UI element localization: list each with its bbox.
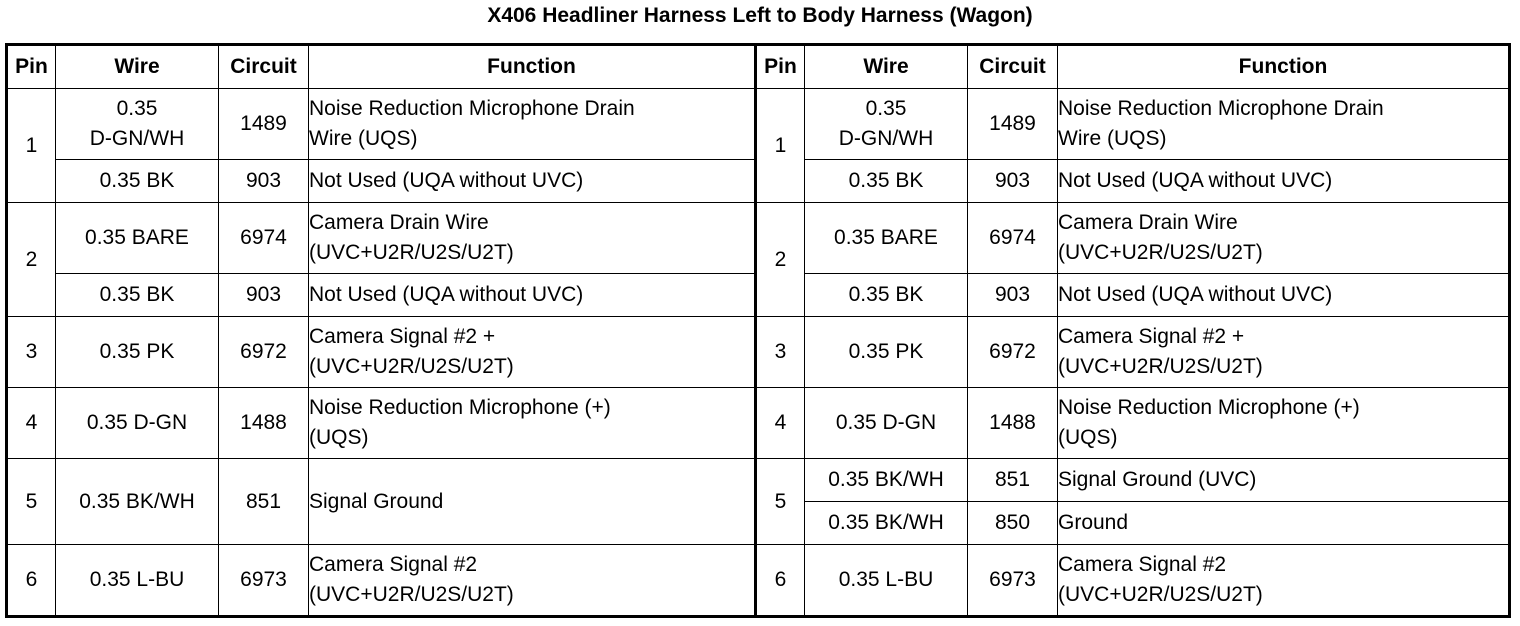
function-line: Noise Reduction Microphone (+) — [309, 396, 611, 419]
function-line: Noise Reduction Microphone Drain — [309, 97, 635, 120]
function-cell — [309, 89, 756, 160]
function-cell: Not Used (UQA without UVC) — [1058, 160, 1510, 203]
table-row — [7, 545, 1510, 617]
function-line: (UQS) — [309, 426, 369, 449]
pin-cell: 4 — [7, 388, 56, 459]
pin-cell: 3 — [756, 317, 805, 388]
function-line: Noise Reduction Microphone Drain — [1058, 97, 1384, 120]
function-cell: Not Used (UQA without UVC) — [1058, 274, 1510, 317]
circuit-cell: 6974 — [968, 203, 1058, 274]
header-wire: Wire — [805, 45, 968, 89]
table-row — [7, 89, 1510, 160]
pin-cell: 1 — [756, 89, 805, 203]
wire-cell: 0.35 BK/WH — [805, 502, 968, 545]
header-wire: Wire — [56, 45, 219, 89]
function-line: (UQS) — [1058, 426, 1118, 449]
header-circuit: Circuit — [219, 45, 309, 89]
circuit-cell: 851 — [968, 459, 1058, 502]
wire-cell: 0.35 BK — [56, 274, 219, 317]
page-title: X406 Headliner Harness Left to Body Harness (Wagon) — [487, 4, 1033, 27]
circuit-cell: 6973 — [219, 545, 309, 617]
function-cell — [309, 545, 756, 617]
function-cell — [1058, 89, 1510, 160]
circuit-cell: 6972 — [968, 317, 1058, 388]
circuit-cell: 850 — [968, 502, 1058, 545]
wire-cell: 0.35 PK — [805, 317, 968, 388]
header-pin: Pin — [7, 45, 56, 89]
pin-cell: 1 — [7, 89, 56, 203]
circuit-cell: 1488 — [219, 388, 309, 459]
wire-cell: 0.35 BK — [805, 274, 968, 317]
circuit-cell: 1489 — [968, 89, 1058, 160]
pin-cell: 6 — [756, 545, 805, 617]
header-function: Function — [309, 45, 756, 89]
table-row — [7, 388, 1510, 459]
function-cell — [1058, 388, 1510, 459]
table-row — [7, 459, 1510, 502]
circuit-cell: 903 — [219, 274, 309, 317]
function-cell: Not Used (UQA without UVC) — [309, 274, 756, 317]
function-line: Camera Signal #2 + — [1058, 325, 1245, 348]
function-cell — [1058, 317, 1510, 388]
pin-cell: 2 — [756, 203, 805, 317]
header-pin: Pin — [756, 45, 805, 89]
function-cell: Not Used (UQA without UVC) — [309, 160, 756, 203]
function-line: Camera Signal #2 — [309, 553, 478, 576]
function-line: Camera Drain Wire — [1058, 211, 1238, 234]
function-cell — [309, 388, 756, 459]
function-cell — [1058, 203, 1510, 274]
function-cell: Signal Ground (UVC) — [1058, 459, 1510, 502]
wire-cell: 0.35 D-GN — [56, 388, 219, 459]
wire-cell — [56, 89, 219, 160]
function-line: Camera Signal #2 — [1058, 553, 1227, 576]
function-line: (UVC+U2R/U2S/U2T) — [309, 583, 514, 606]
connector-table — [5, 43, 1511, 618]
circuit-cell: 6974 — [219, 203, 309, 274]
header-function: Function — [1058, 45, 1510, 89]
wire-cell: 0.35 D-GN — [805, 388, 968, 459]
function-line: (UVC+U2R/U2S/U2T) — [1058, 355, 1263, 378]
header-circuit: Circuit — [968, 45, 1058, 89]
wire-cell: 0.35 BK/WH — [805, 459, 968, 502]
wire-line: D-GN/WH — [838, 127, 934, 150]
function-line: (UVC+U2R/U2S/U2T) — [309, 241, 514, 264]
wire-line: D-GN/WH — [89, 127, 185, 150]
table-row — [7, 203, 1510, 274]
pin-cell: 2 — [7, 203, 56, 317]
wire-cell: 0.35 BARE — [56, 203, 219, 274]
function-line: Camera Drain Wire — [309, 211, 489, 234]
wire-line: 0.35 — [116, 97, 158, 120]
function-line: Wire (UQS) — [309, 127, 418, 150]
wire-cell: 0.35 BK — [56, 160, 219, 203]
wire-cell: 0.35 L-BU — [805, 545, 968, 617]
function-line: (UVC+U2R/U2S/U2T) — [1058, 583, 1263, 606]
header-row — [7, 45, 1510, 89]
function-cell — [309, 317, 756, 388]
wire-cell — [805, 89, 968, 160]
circuit-cell: 903 — [968, 274, 1058, 317]
pin-cell: 5 — [756, 459, 805, 545]
pin-cell: 6 — [7, 545, 56, 617]
circuit-cell: 903 — [968, 160, 1058, 203]
wire-line: 0.35 — [865, 97, 907, 120]
circuit-cell: 851 — [219, 459, 309, 545]
pin-cell: 3 — [7, 317, 56, 388]
wire-cell: 0.35 L-BU — [56, 545, 219, 617]
wire-cell: 0.35 PK — [56, 317, 219, 388]
wire-cell: 0.35 BK/WH — [56, 459, 219, 545]
wire-cell: 0.35 BK — [805, 160, 968, 203]
pin-cell: 4 — [756, 388, 805, 459]
table-row — [7, 317, 1510, 388]
function-line: (UVC+U2R/U2S/U2T) — [309, 355, 514, 378]
function-line: (UVC+U2R/U2S/U2T) — [1058, 241, 1263, 264]
function-cell: Ground — [1058, 502, 1510, 545]
function-cell — [1058, 545, 1510, 617]
circuit-cell: 6973 — [968, 545, 1058, 617]
wire-cell: 0.35 BARE — [805, 203, 968, 274]
function-line: Wire (UQS) — [1058, 127, 1167, 150]
circuit-cell: 903 — [219, 160, 309, 203]
function-cell — [309, 203, 756, 274]
function-cell: Signal Ground — [309, 459, 756, 545]
function-line: Camera Signal #2 + — [309, 325, 496, 348]
circuit-cell: 1489 — [219, 89, 309, 160]
circuit-cell: 1488 — [968, 388, 1058, 459]
function-line: Noise Reduction Microphone (+) — [1058, 396, 1360, 419]
pin-cell: 5 — [7, 459, 56, 545]
circuit-cell: 6972 — [219, 317, 309, 388]
